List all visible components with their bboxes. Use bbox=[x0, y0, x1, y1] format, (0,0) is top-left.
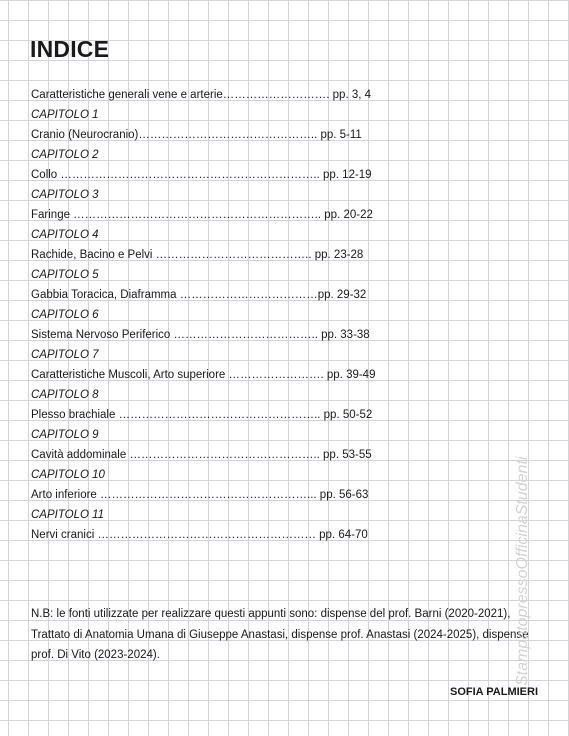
toc-entry-chapter-8: Plesso brachiale …………………………………………….. pp. 50-52 bbox=[31, 409, 373, 421]
chapter-label-4: CAPITOLO 4 bbox=[31, 229, 99, 241]
print-watermark: StampatopressoOfficinaStudenti bbox=[514, 456, 531, 686]
chapter-label-3: CAPITOLO 3 bbox=[31, 189, 99, 201]
toc-entry-chapter-10: Arto inferiore ………………………………………………... pp. 56-63 bbox=[31, 489, 369, 501]
chapter-label-2: CAPITOLO 2 bbox=[31, 149, 99, 161]
chapter-label-11: CAPITOLO 11 bbox=[31, 509, 105, 521]
toc-entry-chapter-9: Cavità addominale ………………………………………….. pp. 53-55 bbox=[31, 449, 372, 461]
author-name: SOFIA PALMIERI bbox=[450, 686, 538, 698]
chapter-label-6: CAPITOLO 6 bbox=[31, 309, 99, 321]
sources-note: N.B: le fonti utilizzate per realizzare questi appunti sono: dispense del prof. Barni (2020-2021), Trattato di Anatomia Umana di Giuseppe Anastasi, dispense prof. Anastasi (2024-2025), dispense prof. Di Vito (2023-2024). bbox=[31, 608, 529, 661]
toc-entry-general: Caratteristiche generali vene e arterie………………………. pp. 3, 4 bbox=[31, 89, 372, 101]
toc-entry-chapter-3: Faringe ……………………………………………………….. pp. 20-22 bbox=[31, 209, 373, 221]
toc-entry-chapter-2: Collo ………………………………………………………….. pp. 12-19 bbox=[31, 169, 372, 181]
chapter-label-10: CAPITOLO 10 bbox=[31, 469, 105, 481]
chapter-label-1: CAPITOLO 1 bbox=[31, 109, 99, 121]
chapter-label-8: CAPITOLO 8 bbox=[31, 389, 99, 401]
chapter-label-5: CAPITOLO 5 bbox=[31, 269, 99, 281]
toc-entry-chapter-5: Gabbia Toracica, Diaframma ………………………………pp. 29-32 bbox=[31, 289, 367, 301]
toc-entry-chapter-1: Cranio (Neurocranio)……………………………………….. pp. 5-11 bbox=[31, 129, 362, 141]
toc-entry-chapter-6: Sistema Nervoso Periferico ……………………………….. pp. 33-38 bbox=[31, 329, 370, 341]
table-of-contents bbox=[31, 85, 421, 545]
chapter-label-9: CAPITOLO 9 bbox=[31, 429, 99, 441]
page-title: INDICE bbox=[30, 36, 110, 62]
toc-entry-chapter-11: Nervi cranici ………………………………………………… pp. 64-70 bbox=[31, 529, 368, 541]
toc-entry-chapter-4: Rachide, Bacino e Pelvi ………………………………….. pp. 23-28 bbox=[31, 249, 364, 261]
chapter-label-7: CAPITOLO 7 bbox=[31, 349, 99, 361]
toc-entry-chapter-7: Caratteristiche Muscoli, Arto superiore ……………………. pp. 39-49 bbox=[31, 369, 376, 381]
